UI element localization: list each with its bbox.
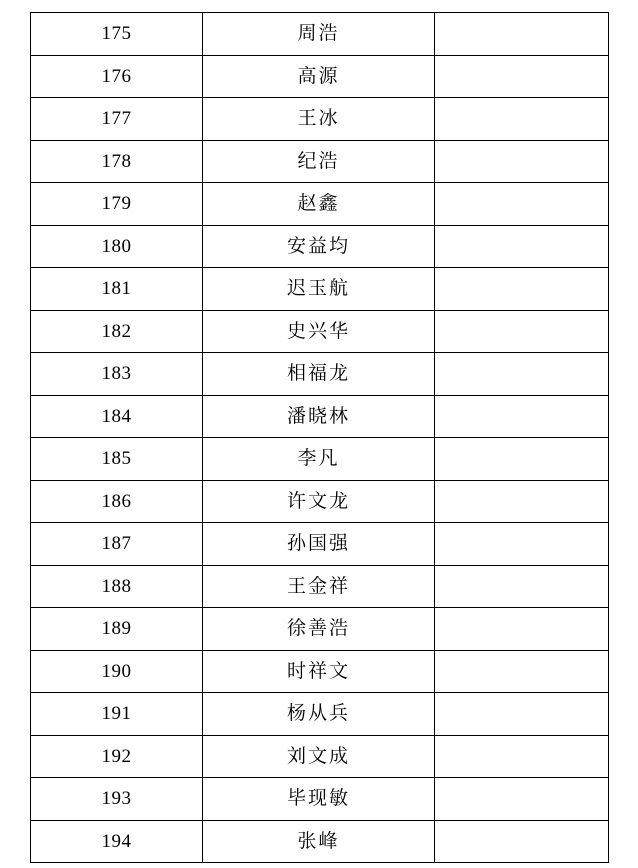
row-number: 187 [31,523,203,566]
row-blank [435,820,609,863]
row-name: 赵鑫 [203,183,435,226]
table-row [31,480,609,523]
row-blank [435,480,609,523]
row-number: 191 [31,693,203,736]
row-blank [435,735,609,778]
table-row [31,140,609,183]
row-number: 176 [31,55,203,98]
row-blank [435,608,609,651]
row-number: 178 [31,140,203,183]
row-name: 时祥文 [203,650,435,693]
row-name: 王金祥 [203,565,435,608]
row-number: 175 [31,13,203,56]
table-row [31,310,609,353]
table-row [31,608,609,651]
row-number: 182 [31,310,203,353]
row-number: 189 [31,608,203,651]
row-blank [435,140,609,183]
table-row [31,778,609,821]
row-name: 迟玉航 [203,268,435,311]
row-blank [435,523,609,566]
table-row [31,523,609,566]
row-name: 纪浩 [203,140,435,183]
table-row [31,820,609,863]
row-name: 相福龙 [203,353,435,396]
row-blank [435,438,609,481]
row-number: 186 [31,480,203,523]
row-number: 194 [31,820,203,863]
roster-table-body [31,13,609,863]
table-row [31,650,609,693]
row-blank [435,225,609,268]
row-name: 史兴华 [203,310,435,353]
row-number: 185 [31,438,203,481]
table-row [31,735,609,778]
row-number: 177 [31,98,203,141]
row-number: 193 [31,778,203,821]
row-blank [435,778,609,821]
table-row [31,353,609,396]
row-name: 张峰 [203,820,435,863]
row-name: 杨从兵 [203,693,435,736]
row-name: 毕现敏 [203,778,435,821]
table-row [31,13,609,56]
table-row [31,438,609,481]
table-row [31,268,609,311]
row-name: 潘晓林 [203,395,435,438]
table-row [31,395,609,438]
row-blank [435,98,609,141]
row-name: 刘文成 [203,735,435,778]
row-name: 安益均 [203,225,435,268]
row-blank [435,183,609,226]
row-number: 179 [31,183,203,226]
row-number: 183 [31,353,203,396]
row-blank [435,353,609,396]
row-name: 周浩 [203,13,435,56]
row-number: 180 [31,225,203,268]
table-row [31,693,609,736]
row-name: 孙国强 [203,523,435,566]
row-number: 181 [31,268,203,311]
row-number: 190 [31,650,203,693]
row-blank [435,310,609,353]
table-row [31,183,609,226]
row-name: 高源 [203,55,435,98]
row-name: 许文龙 [203,480,435,523]
table-row [31,55,609,98]
row-name: 徐善浩 [203,608,435,651]
row-blank [435,650,609,693]
row-blank [435,395,609,438]
row-blank [435,693,609,736]
row-number: 192 [31,735,203,778]
table-row [31,565,609,608]
row-number: 188 [31,565,203,608]
table-row [31,98,609,141]
row-blank [435,13,609,56]
row-number: 184 [31,395,203,438]
roster-table [30,12,609,863]
roster-table-wrapper [30,12,608,863]
row-name: 王冰 [203,98,435,141]
row-blank [435,55,609,98]
row-name: 李凡 [203,438,435,481]
row-blank [435,268,609,311]
table-row [31,225,609,268]
row-blank [435,565,609,608]
